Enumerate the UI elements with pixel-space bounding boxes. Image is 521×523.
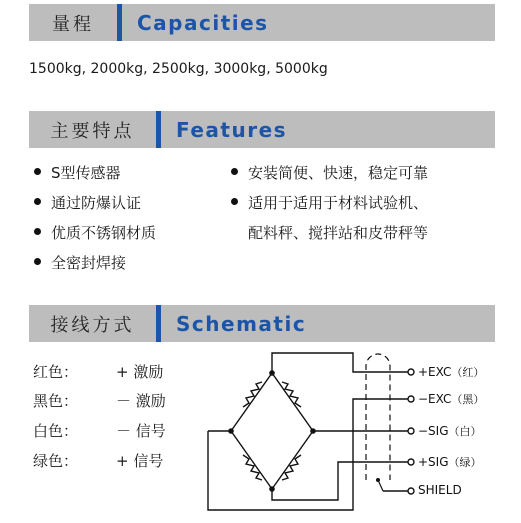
- terminal-icon: [408, 488, 414, 494]
- feature-item: 通过防爆认证: [34, 192, 141, 213]
- capacities-header-en: Capacities: [137, 10, 269, 35]
- feature-item: S型传感器: [34, 162, 121, 183]
- terminal-icon: [408, 459, 414, 465]
- terminal-label-sig-plus: +SIG（绿）: [418, 455, 482, 469]
- feature-item: 优质不锈钢材质: [34, 222, 156, 243]
- terminal-icon: [408, 428, 414, 434]
- terminal-label-exc-minus: −EXC（黑）: [418, 392, 485, 406]
- features-header-en: Features: [176, 117, 288, 142]
- terminal-label-shield: SHIELD: [418, 483, 462, 497]
- terminal-label-exc-plus: +EXC（红）: [418, 365, 485, 379]
- features-header-cn: 主要特点: [50, 120, 135, 142]
- capacities-header-cn: 量程: [52, 13, 94, 35]
- terminal-label-sig-minus: −SIG（白）: [418, 424, 482, 438]
- terminal-icon: [408, 396, 414, 402]
- feature-item: 适用于适用于材料试验机、: [231, 192, 428, 213]
- schematic-header-cn: 接线方式: [50, 314, 135, 336]
- feature-item: 全密封焊接: [34, 252, 126, 273]
- feature-item-continuation: 配料秤、搅拌站和皮带秤等: [248, 224, 429, 242]
- feature-item: 安装简便、快速，稳定可靠: [231, 162, 428, 183]
- terminal-icon: [408, 369, 414, 375]
- schematic-header-en: Schematic: [176, 311, 307, 336]
- capacities-text: 1500kg, 2000kg, 2500kg, 3000kg, 5000kg: [29, 61, 328, 77]
